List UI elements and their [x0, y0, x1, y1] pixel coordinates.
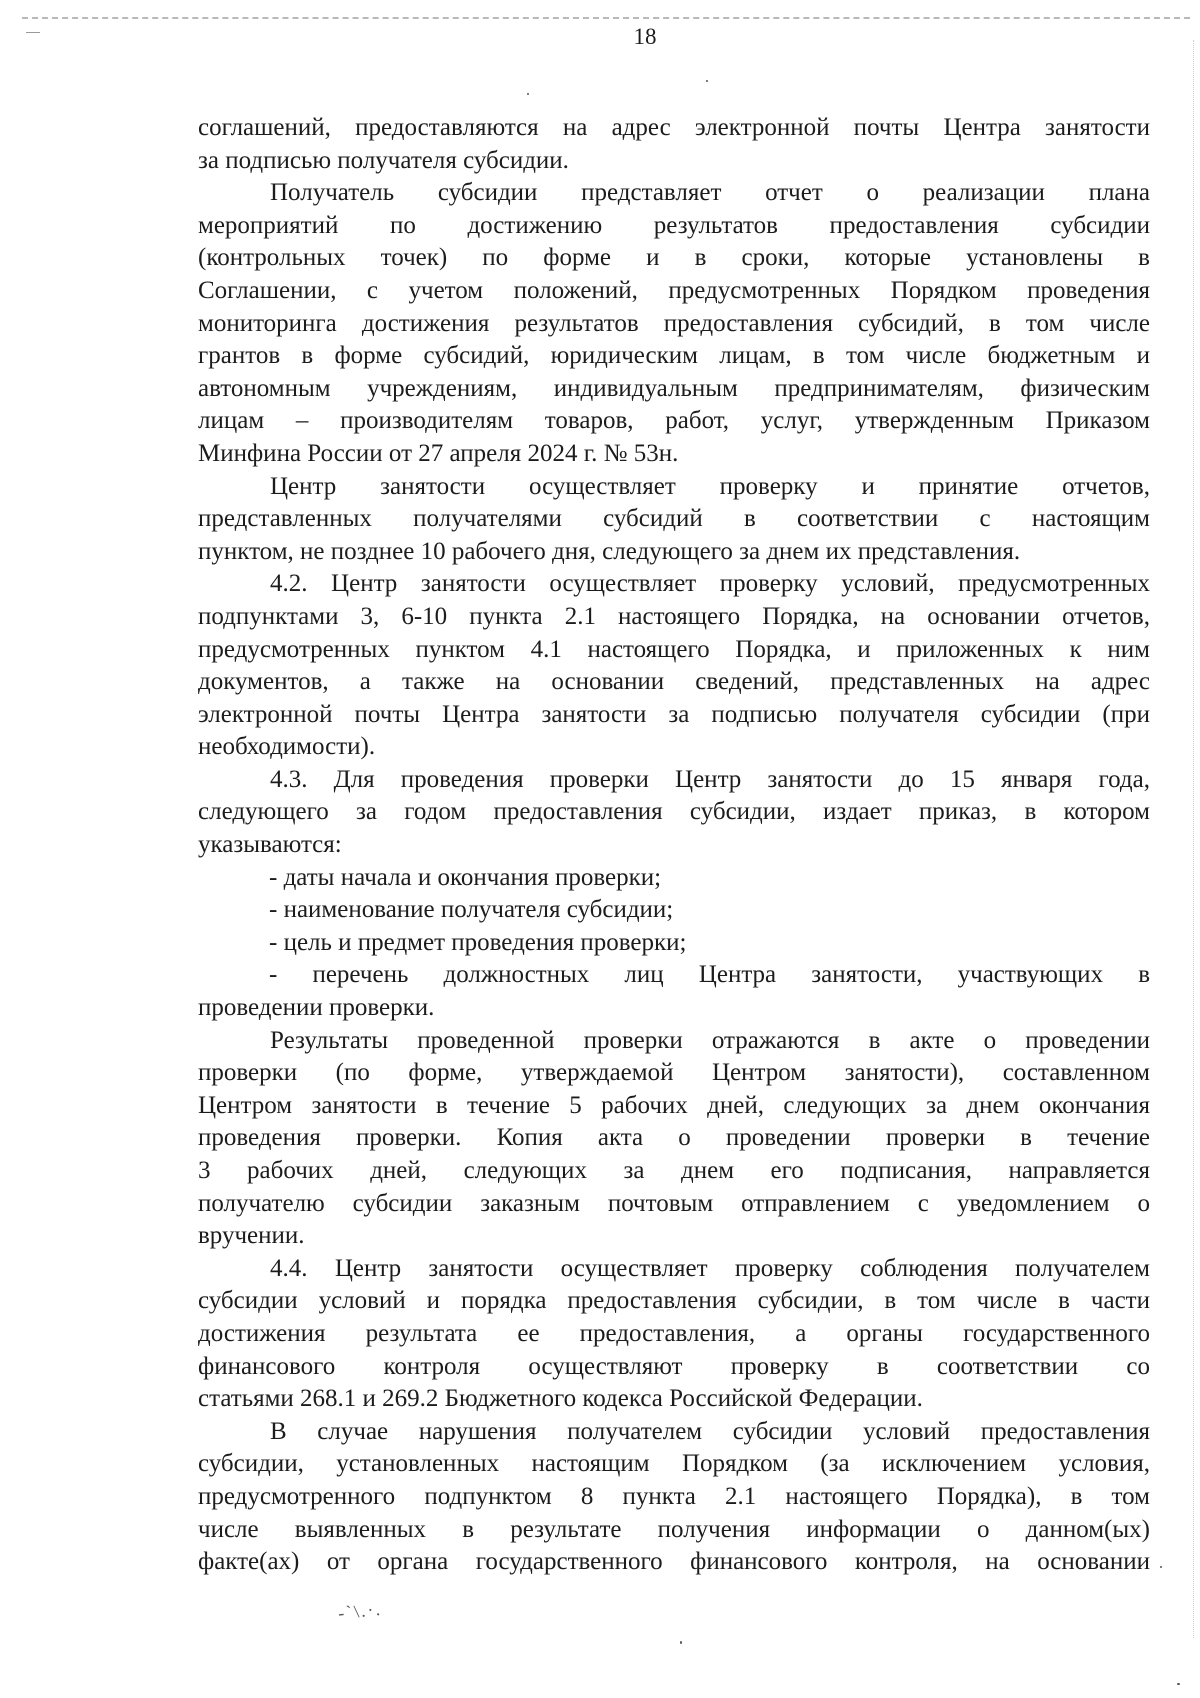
text-line: Минфина России от 27 апреля 2024 г. № 53н. — [198, 439, 679, 467]
text-line: Результаты проведенной проверки отражаются в акте о проведении — [270, 1026, 1150, 1054]
scan-edge-line — [22, 17, 1190, 19]
scan-speck — [680, 1641, 682, 1644]
text-line: (контрольных точек) по форме и в сроки, которые установлены в — [198, 244, 1150, 272]
text-line: электронной почты Центра занятости за подписью получателя субсидии (при — [198, 700, 1150, 728]
text-line: пунктом, не позднее 10 рабочего дня, следующего за днем их представления. — [198, 537, 1021, 565]
text-line: предусмотренных пунктом 4.1 настоящего Порядка, и приложенных к ним — [198, 635, 1150, 663]
scan-speck — [706, 80, 708, 82]
text-line: проверки (по форме, утверждаемой Центром занятости), составленном — [198, 1059, 1150, 1087]
text-line: - наименование получателя субсидии; — [269, 896, 674, 924]
scan-speck — [1160, 1566, 1162, 1568]
text-line: факте(ах) от органа государственного финансового контроля, на основании — [198, 1548, 1150, 1576]
text-line: следующего за годом предоставления субсидии, издает приказ, в котором — [198, 798, 1150, 826]
text-line: соглашений, предоставляются на адрес электронной почты Центра занятости — [198, 114, 1150, 141]
text-line: Получатель субсидии представляет отчет о реализации плана — [270, 179, 1150, 207]
text-line: 4.2. Центр занятости осуществляет проверку условий, предусмотренных — [270, 570, 1150, 598]
text-line: 4.4. Центр занятости осуществляет проверку соблюдения получателем — [270, 1254, 1150, 1282]
text-line: за подписью получателя субсидии. — [198, 146, 569, 174]
paragraph — [198, 177, 1150, 470]
scan-speck — [527, 93, 529, 95]
text-line: 4.3. Для проведения проверки Центр занятости до 15 января года, — [270, 765, 1150, 793]
text-line: мониторинга достижения результатов предоставления субсидий, в том числе — [198, 309, 1150, 337]
paragraph — [198, 764, 1150, 862]
text-line: числе выявленных в результате получения информации о данном(ых) — [198, 1515, 1150, 1543]
text-line: получателю субсидии заказным почтовым отправлением с уведомлением о — [198, 1189, 1150, 1217]
text-line: статьями 268.1 и 269.2 Бюджетного кодекса Российской Федерации. — [198, 1385, 923, 1413]
text-line: вручении. — [198, 1222, 305, 1250]
text-line: достижения результата ее предоставления, а органы государственного — [198, 1319, 1150, 1347]
text-line: указываются: — [198, 831, 342, 859]
text-line: документов, а также на основании сведений, представленных на адрес — [198, 668, 1150, 696]
paragraph — [198, 1025, 1150, 1253]
list-item — [198, 862, 1150, 895]
list-item — [198, 927, 1150, 960]
paragraph — [198, 1253, 1150, 1416]
scan-scribble: -`\.·. — [337, 1598, 383, 1624]
document-body — [198, 112, 1150, 1579]
list-item — [198, 959, 1150, 1024]
page-number: 18 — [633, 24, 657, 49]
text-line: мероприятий по достижению результатов предоставления субсидии — [198, 211, 1150, 239]
text-line: автономным учреждениям, индивидуальным предпринимателям, физическим — [198, 374, 1150, 402]
text-line: проведения проверки. Копия акта о проведении проверки в течение — [198, 1124, 1150, 1152]
text-line: В случае нарушения получателем субсидии условий предоставления — [270, 1417, 1150, 1445]
text-line: проведении проверки. — [198, 994, 435, 1022]
text-line: грантов в форме субсидий, юридическим лицам, в том числе бюджетным и — [198, 342, 1150, 370]
text-line: субсидии условий и порядка предоставления субсидии, в том числе в части — [198, 1287, 1150, 1315]
text-line: - даты начала и окончания проверки; — [269, 863, 662, 891]
paragraph — [198, 112, 1150, 177]
text-line: финансового контроля осуществляют проверку в соответствии со — [198, 1352, 1150, 1380]
scan-speck — [1177, 1683, 1180, 1685]
text-line: предусмотренного подпунктом 8 пункта 2.1 настоящего Порядка), в том — [198, 1482, 1150, 1510]
text-line: Соглашении, с учетом положений, предусмотренных Порядком проведения — [198, 276, 1150, 304]
text-line: необходимости). — [198, 733, 376, 761]
text-line: представленных получателями субсидий в соответствии с настоящим — [198, 505, 1150, 533]
text-line: лицам – производителям товаров, работ, услуг, утвержденным Приказом — [198, 407, 1150, 435]
paragraph — [198, 568, 1150, 764]
text-line: подпунктами 3, 6-10 пункта 2.1 настоящего Порядка, на основании отчетов, — [198, 602, 1150, 630]
paragraph — [198, 1416, 1150, 1579]
text-line: Центр занятости осуществляет проверку и принятие отчетов, — [270, 472, 1150, 500]
text-line: - цель и предмет проведения проверки; — [269, 928, 687, 956]
text-line: - перечень должностных лиц Центра занятости, участвующих в — [269, 961, 1150, 989]
scan-right-edge — [1193, 40, 1194, 1638]
paragraph — [198, 471, 1150, 569]
list-item — [198, 894, 1150, 927]
text-line: субсидии, установленных настоящим Порядком (за исключением условия, — [198, 1450, 1150, 1478]
text-line: Центром занятости в течение 5 рабочих дней, следующих за днем окончания — [198, 1091, 1150, 1119]
text-line: 3 рабочих дней, следующих за днем его подписания, направляется — [198, 1157, 1150, 1184]
